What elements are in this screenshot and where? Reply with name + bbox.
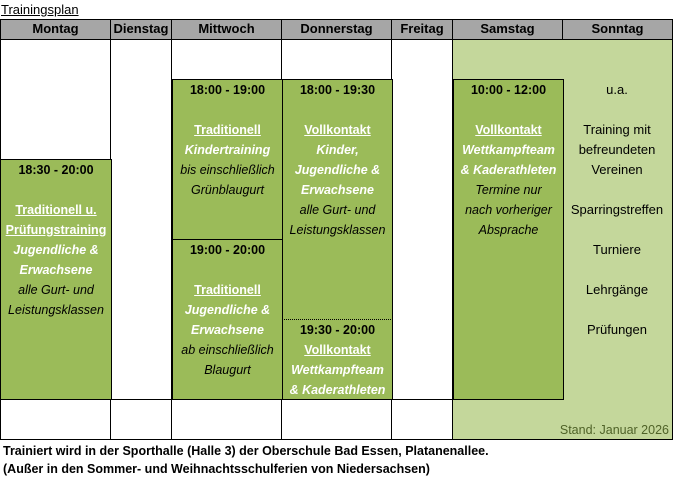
block-group: Wettkampfteam <box>291 363 384 377</box>
block-detail: alle Gurt- und <box>299 203 376 217</box>
block-heading: Traditionell u. <box>15 203 97 217</box>
block-group: Erwachsene <box>191 323 264 337</box>
block-time: 18:00 - 19:00 <box>189 83 266 97</box>
block-detail: Grünblaugurt <box>191 183 264 197</box>
page-title: Trainingsplan <box>1 2 79 17</box>
column-dienstag <box>111 39 172 439</box>
block-detail: Leistungsklassen <box>289 223 386 237</box>
block-group: Erwachsene <box>301 183 374 197</box>
grid-line <box>0 439 673 440</box>
block-detail: alle Gurt- und <box>18 283 94 297</box>
block-detail: Absprache <box>478 223 539 237</box>
block-detail: Leistungsklassen <box>8 303 104 317</box>
header-dienstag: Dienstag <box>111 19 172 39</box>
block-mittwoch-2 <box>172 239 283 400</box>
sunday-lehrgaenge: Lehrgänge <box>585 282 649 297</box>
block-group: & Kaderathleten <box>289 383 386 397</box>
sunday-pruefungen: Prüfungen <box>587 322 647 337</box>
header-mittwoch: Mittwoch <box>172 19 282 39</box>
block-heading: Vollkontakt <box>304 343 371 357</box>
column-freitag <box>392 39 453 439</box>
block-donnerstag-2 <box>282 319 393 400</box>
sunday-training-line: Training mit <box>583 122 651 137</box>
sunday-turniere: Turniere <box>593 242 641 257</box>
sunday-ua: u.a. <box>606 82 628 97</box>
grid-line <box>0 39 673 40</box>
header-freitag: Freitag <box>392 19 453 39</box>
block-donnerstag-1 <box>282 79 393 320</box>
block-group: Jugendliche & <box>184 303 271 317</box>
block-time: 19:00 - 20:00 <box>189 243 266 257</box>
sunday-training-line: Vereinen <box>591 162 643 177</box>
block-mittwoch-1 <box>172 79 283 240</box>
block-group: Kindertraining <box>184 143 271 157</box>
block-detail: nach vorheriger <box>465 203 552 217</box>
block-detail: ab einschließlich <box>181 343 274 357</box>
stand-date: Stand: Januar 2026 <box>559 423 669 437</box>
block-group: Jugendliche & <box>294 163 381 177</box>
block-heading: Vollkontakt <box>475 123 542 137</box>
footer-line-1: Trainiert wird in der Sporthalle (Halle 3) der Oberschule Bad Essen, Platanenallee. <box>3 444 489 458</box>
block-time: 10:00 - 12:00 <box>470 83 547 97</box>
block-group: Erwachsene <box>19 263 93 277</box>
grid-line <box>0 19 673 20</box>
block-montag <box>0 159 112 400</box>
block-heading: Vollkontakt <box>304 123 371 137</box>
sunday-training-line: befreundeten <box>578 142 656 157</box>
block-group: Wettkampfteam <box>462 143 555 157</box>
block-detail: Blaugurt <box>204 363 251 377</box>
header-montag: Montag <box>0 19 111 39</box>
block-heading: Traditionell <box>194 283 261 297</box>
block-heading: Prüfungstraining <box>5 223 107 237</box>
block-detail: Termine nur <box>475 183 542 197</box>
footer-line-2: (Außer in den Sommer- und Weihnachtsschulferien von Niedersachsen) <box>3 462 430 476</box>
block-group: Kinder, <box>316 143 359 157</box>
block-time: 18:00 - 19:30 <box>299 83 376 97</box>
sunday-sparring: Sparringstreffen <box>570 202 664 217</box>
sunday-training <box>562 120 672 180</box>
block-time: 18:30 - 20:00 <box>18 163 94 177</box>
header-sonntag: Sonntag <box>563 19 673 39</box>
block-group: & Kaderathleten <box>460 163 557 177</box>
header-samstag: Samstag <box>453 19 563 39</box>
header-donnerstag: Donnerstag <box>282 19 392 39</box>
block-detail: bis einschließlich <box>180 163 275 177</box>
block-time: 19:30 - 20:00 <box>299 323 376 337</box>
block-samstag <box>453 79 564 400</box>
block-heading: Traditionell <box>194 123 261 137</box>
block-group: Jugendliche & <box>13 243 99 257</box>
schedule-grid <box>0 19 673 439</box>
